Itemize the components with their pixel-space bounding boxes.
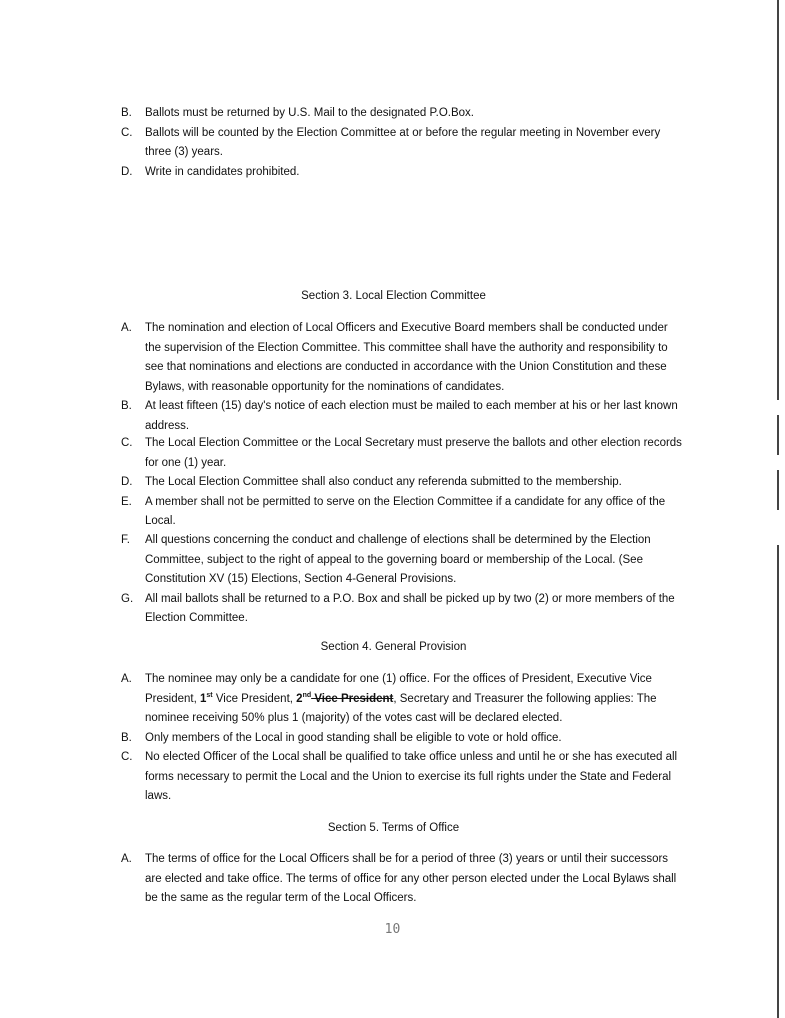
item-letter: A. xyxy=(121,673,132,685)
item-letter: G. xyxy=(121,592,134,605)
list-item xyxy=(121,163,686,183)
item-text: No elected Officer of the Local shall be qualified to take office unless and until he or she has executed all forms necessary to permit the Local and the Union to exercise its full rights under the State and Federal laws. xyxy=(145,751,678,802)
list-item xyxy=(121,397,686,436)
item-letter: B. xyxy=(121,731,132,744)
item-letter: D. xyxy=(121,476,133,488)
scan-edge-line xyxy=(777,415,779,455)
list-item xyxy=(121,124,686,163)
list-item xyxy=(121,104,686,124)
item-text: Only members of the Local in good standing shall be eligible to vote or hold office. xyxy=(145,731,562,744)
list-item xyxy=(121,729,686,749)
list-item xyxy=(121,748,686,807)
list-item xyxy=(121,473,686,493)
item-text: The nomination and election of Local Officers and Executive Board members shall be conducted under the supervision of the Election Committee. This committee shall have the authority and responsibility to see that nominations and elections are conducted in accordance with the Union Constitution and these Bylaws, with reasonable opportunity for the nominations of candidates. xyxy=(145,322,668,393)
section-heading: Section 5. Terms of Office xyxy=(327,822,460,834)
item-letter: C. xyxy=(121,126,133,139)
item-text: All mail ballots shall be returned to a P.O. Box and shall be picked up by two (2) or more members of the Election Committee. xyxy=(145,592,675,624)
item-text: Ballots will be counted by the Election Committee at or before the regular meeting in November every three (3) years. xyxy=(145,126,661,158)
item-text: All questions concerning the conduct and challenge of elections shall be determined by the Election Committee, subject to the right of appeal to the governing board or membership of the Local. (See Constitution XV (15) Elections, Section 4-General Provisions. xyxy=(145,534,651,585)
item-letter: A. xyxy=(121,322,132,334)
item-letter: E. xyxy=(121,495,132,508)
struck-text: Vice President xyxy=(311,692,394,705)
ordinal-number: 1 xyxy=(199,692,207,705)
list-item xyxy=(121,531,686,590)
section-heading: Section 4. General Provision xyxy=(320,641,467,653)
item-letter: C. xyxy=(121,751,133,763)
list-item xyxy=(121,493,686,532)
list-item xyxy=(121,850,686,909)
scan-edge-line xyxy=(777,470,779,510)
scan-edge-line xyxy=(777,545,779,1018)
section-heading: Section 3. Local Election Committee xyxy=(301,290,486,302)
item-text-part: , Secretary and Treasurer the following applies: The nominee receiving 50% plus 1 (majority) of the votes cast will be declared elected. xyxy=(145,692,657,724)
ordinal-suffix: st xyxy=(206,691,213,699)
item-letter: A. xyxy=(121,853,132,865)
item-text-part: The nominee may only be a candidate for one (1) office. For the offices of President, Executive Vice President, xyxy=(145,673,652,705)
item-text: The terms of office for the Local Officers shall be for a period of three (3) years or until their successors are elected and take office. The terms of office for any other person elected under the Local Bylaws shall be the same as the regular term of the Local Officers. xyxy=(145,853,677,904)
item-text-part: Vice President, xyxy=(212,692,297,705)
list-item xyxy=(121,670,686,729)
ordinal-number: 2 xyxy=(296,692,303,705)
item-text: Ballots must be returned by U.S. Mail to the designated P.O.Box. xyxy=(145,107,474,119)
item-text: At least fifteen (15) day's notice of each election must be mailed to each member at his or her last known address. xyxy=(145,400,678,432)
item-letter: F. xyxy=(121,534,130,546)
item-text: The Local Election Committee shall also conduct any referenda submitted to the membership. xyxy=(145,476,622,488)
item-text: The Local Election Committee or the Local Secretary must preserve the ballots and other election records for one (1) year. xyxy=(145,437,682,469)
page-number: 10 xyxy=(384,922,401,937)
item-letter: C. xyxy=(121,437,133,449)
list-item xyxy=(121,434,686,473)
item-text xyxy=(145,670,686,729)
item-letter: B. xyxy=(121,107,132,119)
list-item xyxy=(121,590,686,629)
ordinal-suffix: nd xyxy=(302,691,312,699)
item-text: Write in candidates prohibited. xyxy=(145,165,300,178)
item-letter: B. xyxy=(121,400,132,412)
item-text: A member shall not be permitted to serve on the Election Committee if a candidate for any office of the Local. xyxy=(145,495,666,527)
item-letter: D. xyxy=(121,165,133,178)
scan-edge-line xyxy=(777,0,779,400)
list-item xyxy=(121,319,686,397)
